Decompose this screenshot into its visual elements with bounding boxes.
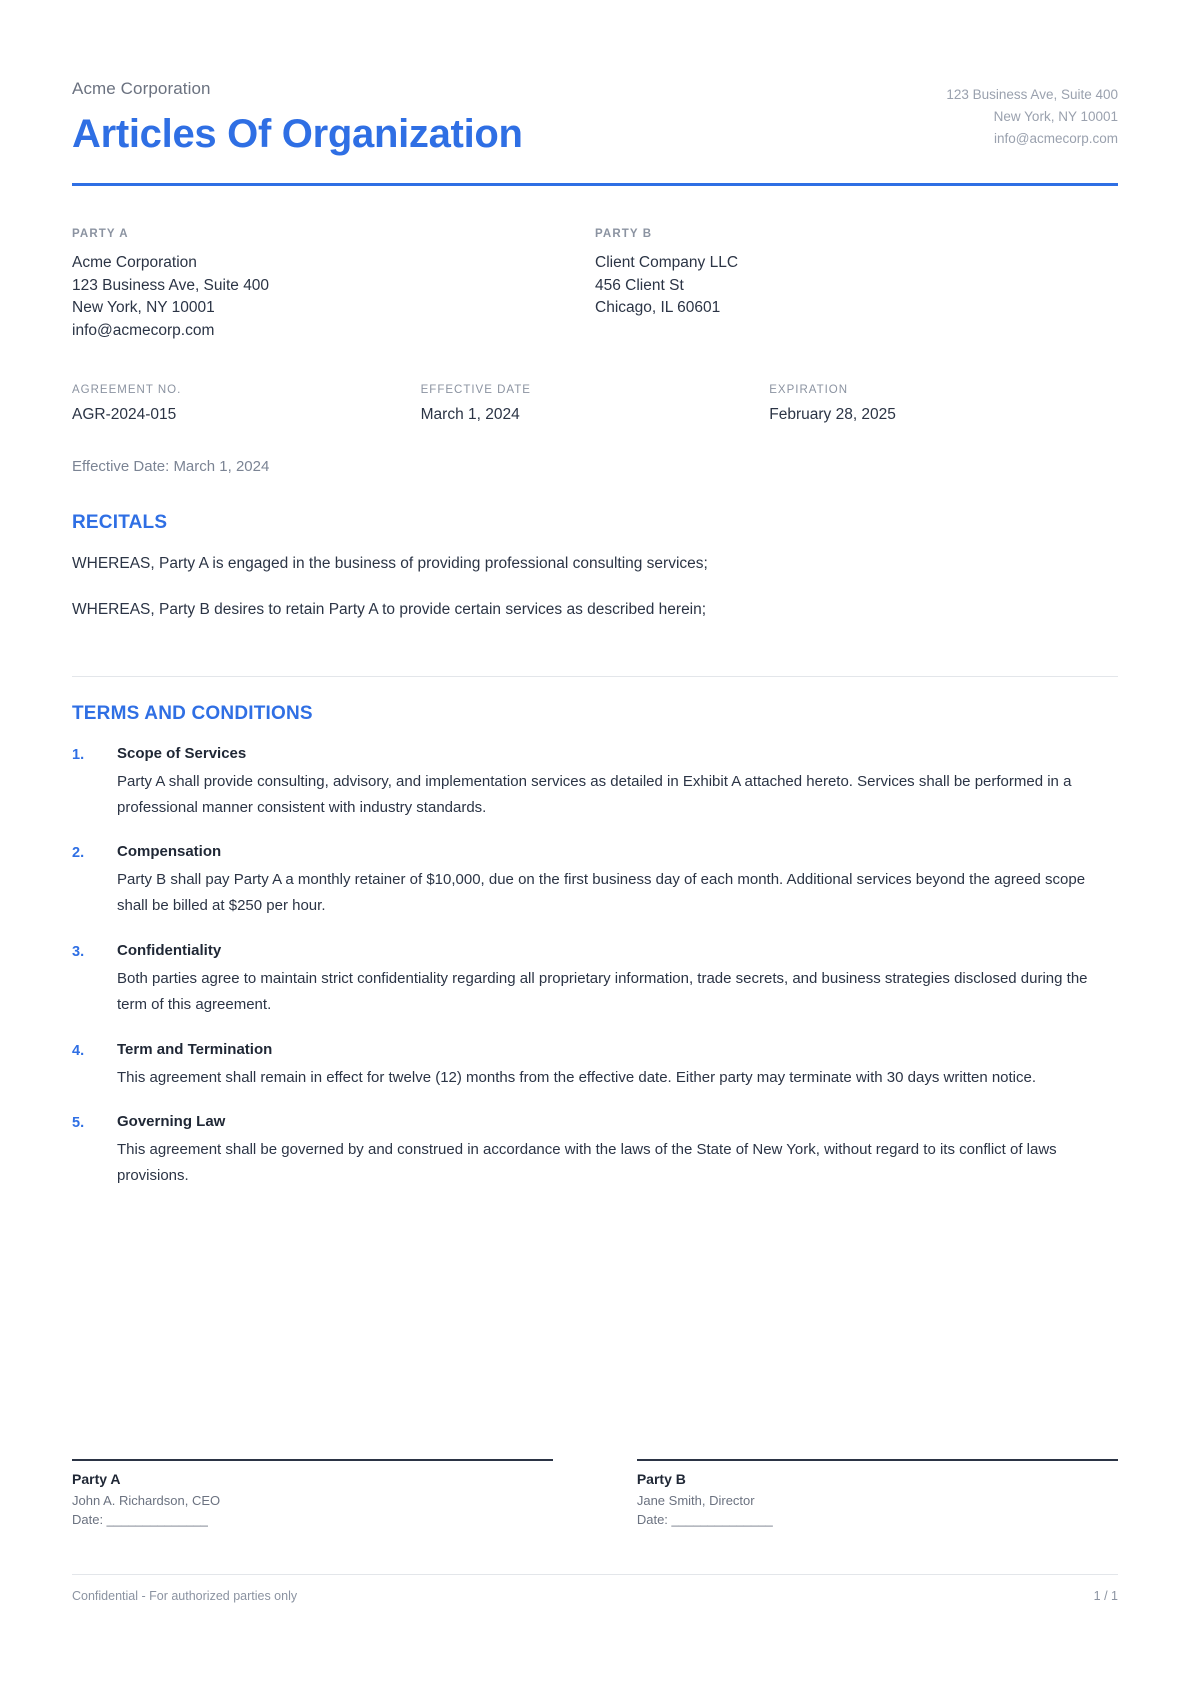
clause-body	[117, 940, 1118, 1018]
signature-party-b-name: Jane Smith, Director	[636, 1493, 755, 1508]
company-name: Acme Corporation	[72, 79, 211, 98]
signature-party-a-date[interactable]: Date: ______________	[72, 1512, 208, 1527]
clause-body	[117, 841, 1118, 919]
agreement-meta-row	[72, 384, 1118, 426]
meta-expiration-label: EXPIRATION	[769, 384, 849, 397]
header-left	[72, 78, 946, 157]
clause-title: Governing Law	[117, 1113, 226, 1131]
meta-expiration-value: February 28, 2025	[769, 406, 896, 424]
contact-line-email: info@acmecorp.com	[994, 130, 1118, 146]
clause-number: 4.	[72, 1042, 85, 1059]
clause-number: 2.	[72, 845, 85, 862]
signature-line-party-b[interactable]	[637, 1459, 1118, 1461]
party-b-label: PARTY B	[595, 227, 653, 240]
footer-page-number: 1 / 1	[1093, 1589, 1118, 1603]
clause-number: 1.	[72, 746, 85, 763]
party-a-label: PARTY A	[72, 227, 129, 240]
section-divider	[72, 676, 1118, 677]
footer-confidential-notice: Confidential - For authorized parties only	[72, 1589, 298, 1603]
party-b-name: Client Company LLC	[595, 253, 739, 271]
document-header	[72, 72, 1118, 157]
party-b-block	[595, 228, 1118, 343]
clause-title: Term and Termination	[117, 1040, 273, 1058]
party-a-street: 123 Business Ave, Suite 400	[72, 276, 270, 294]
clause-body	[117, 743, 1118, 821]
meta-agreement-no-value: AGR-2024-015	[72, 406, 177, 424]
signature-line-party-a[interactable]	[72, 1459, 553, 1461]
clause-text: This agreement shall be governed by and construed in accordance with the laws of the State of New York, without regard to its conflict of laws provisions.	[117, 1141, 1057, 1185]
clause-item	[72, 1111, 1118, 1189]
party-b-city: Chicago, IL 60601	[595, 299, 721, 317]
clause-item	[72, 1039, 1118, 1091]
clause-title: Confidentiality	[117, 942, 222, 959]
meta-effective-date-value: March 1, 2024	[420, 406, 520, 424]
party-a-city: New York, NY 10001	[72, 299, 215, 317]
clause-item	[72, 743, 1118, 821]
signature-block-party-a	[72, 1459, 553, 1527]
meta-effective-date	[421, 384, 770, 426]
title-underline-rule	[72, 183, 1118, 186]
document-footer	[72, 1574, 1118, 1603]
meta-agreement-no-label: AGREEMENT NO.	[72, 384, 182, 397]
clause-title: Scope of Services	[117, 744, 247, 762]
party-a-email: info@acmecorp.com	[72, 321, 215, 339]
clause-number: 5.	[72, 1115, 85, 1132]
signature-party-a-name: John A. Richardson, CEO	[72, 1493, 221, 1508]
signature-party-b-label: Party B	[636, 1471, 686, 1487]
signature-block-party-b	[637, 1459, 1118, 1527]
effective-date-note: Effective Date: March 1, 2024	[72, 458, 270, 476]
recital-paragraph-2: WHEREAS, Party B desires to retain Party A to provide certain services as described herein;	[72, 600, 707, 618]
clause-body	[117, 1039, 1118, 1091]
party-a-name: Acme Corporation	[72, 253, 197, 271]
page-title: Articles Of Organization	[72, 112, 523, 157]
signature-party-a-label: Party A	[72, 1471, 121, 1487]
clause-text: This agreement shall remain in effect for twelve (12) months from the effective date. Either party may terminate with 30 days written notice.	[117, 1068, 1037, 1086]
party-a-block	[72, 228, 595, 343]
parties-section	[72, 228, 1118, 343]
clause-number: 3.	[72, 944, 85, 960]
signature-party-b-date[interactable]: Date: ______________	[636, 1512, 773, 1527]
meta-agreement-no	[72, 384, 421, 426]
clause-item	[72, 940, 1118, 1018]
clause-text: Party B shall pay Party A a monthly retainer of $10,000, due on the first business day of each month. Additional services beyond the agreed scope shall be billed at $250 per hour.	[117, 871, 1086, 915]
party-b-street: 456 Client St	[595, 276, 684, 294]
meta-expiration	[769, 384, 1118, 426]
signature-section	[72, 1459, 1118, 1527]
contact-line-address: 123 Business Ave, Suite 400	[946, 87, 1118, 102]
clause-text: Both parties agree to maintain strict confidentiality regarding all proprietary information, trade secrets, and business strategies disclosed during the term of this agreement.	[117, 970, 1088, 1013]
header-contact-block	[946, 78, 1118, 150]
recital-paragraph-1: WHEREAS, Party A is engaged in the business of providing professional consulting services;	[72, 555, 708, 573]
meta-effective-date-label: EFFECTIVE DATE	[420, 384, 531, 397]
terms-heading: TERMS AND CONDITIONS	[72, 702, 313, 724]
clause-title: Compensation	[117, 843, 222, 861]
contact-line-city: New York, NY 10001	[993, 108, 1118, 124]
clause-body	[117, 1111, 1118, 1189]
recitals-heading: RECITALS	[72, 512, 168, 534]
clause-item	[72, 841, 1118, 919]
clause-text: Party A shall provide consulting, advisory, and implementation services as detailed in Exhibit A attached hereto. Services shall be performed in a professional manner consistent with industry standards.	[117, 772, 1072, 816]
